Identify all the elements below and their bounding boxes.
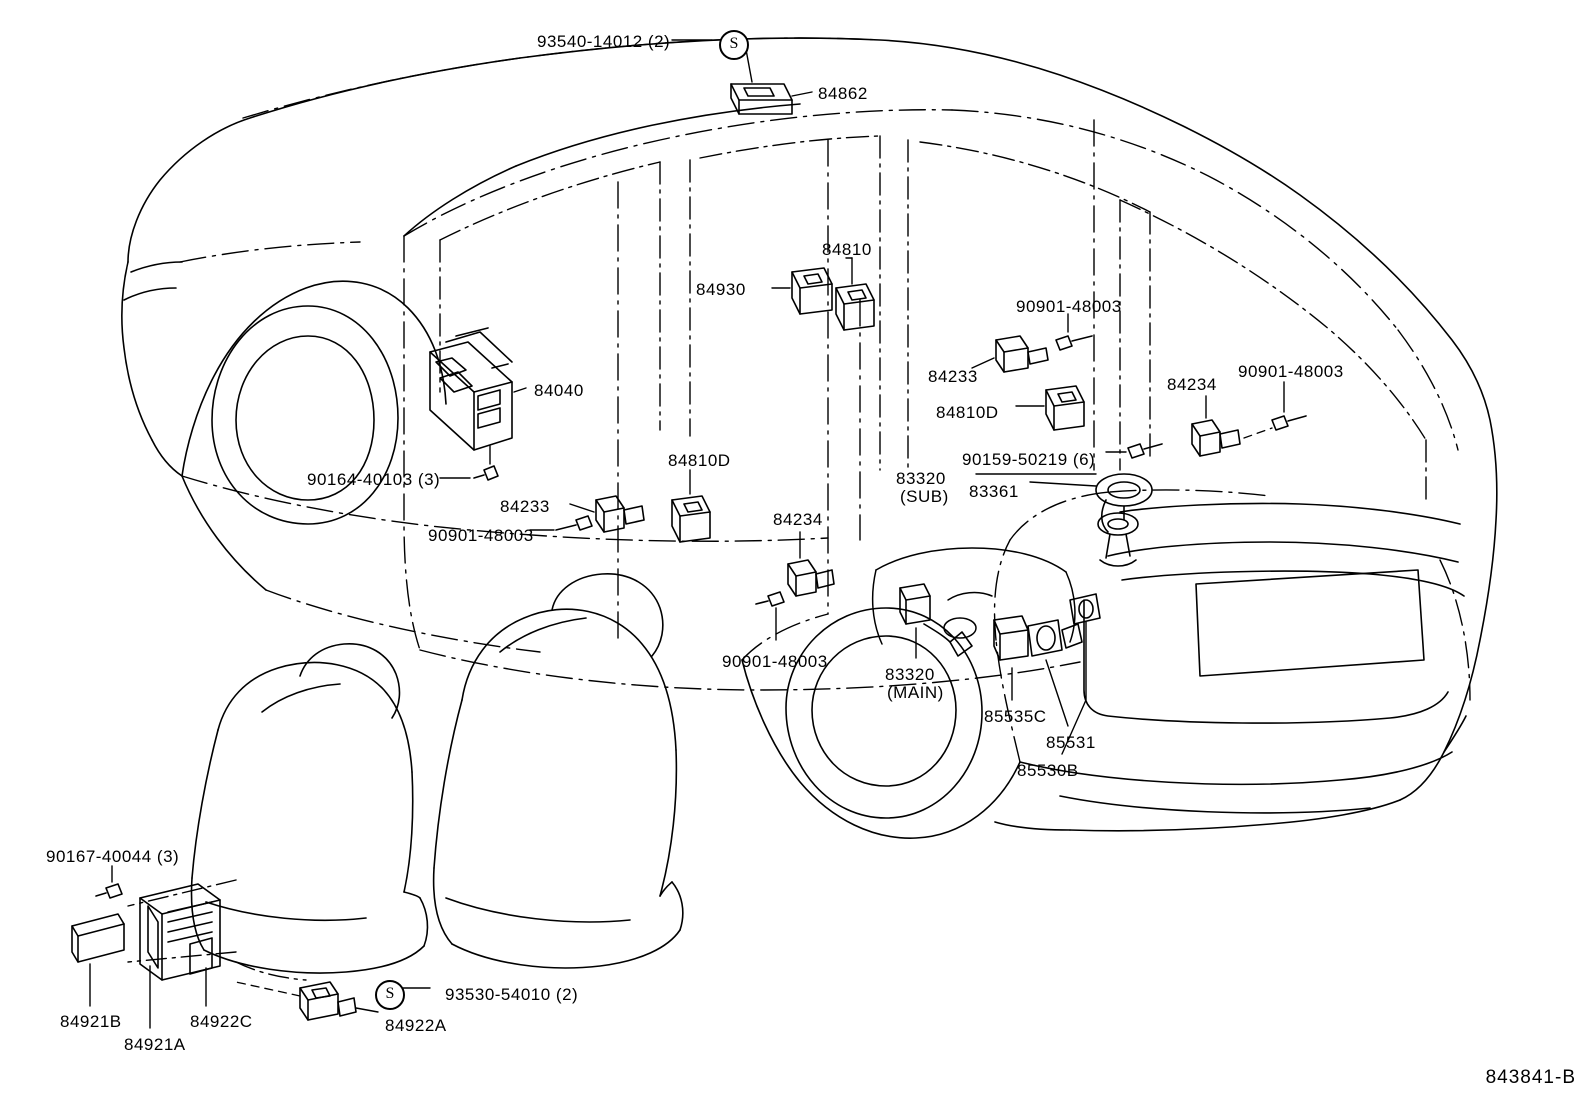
part-label-85531: 85531 (1046, 733, 1096, 752)
part-label-83361: 83361 (969, 482, 1019, 501)
part-label-90901-48003-left: 90901-48003 (428, 526, 534, 545)
part-label-84921B: 84921B (60, 1012, 122, 1031)
part-label-83320-sub: 83320 (896, 469, 946, 488)
part-label-90901-48003-top: 90901-48003 (1016, 297, 1122, 316)
part-label-83320-sub-note: (SUB) (900, 487, 949, 506)
s-marker-bottom: S (375, 980, 405, 1010)
part-label-84810D-left: 84810D (668, 451, 731, 470)
part-label-84810: 84810 (822, 240, 872, 259)
part-label-84233-left: 84233 (500, 497, 550, 516)
s-marker-top: S (719, 30, 749, 60)
part-label-84234-left: 84234 (773, 510, 823, 529)
part-label-93530-54010: 93530-54010 (2) (445, 985, 579, 1004)
part-label-84930: 84930 (696, 280, 746, 299)
part-label-90901-48003-mid: 90901-48003 (722, 652, 828, 671)
part-label-93540-14012: 93540-14012 (2) (537, 32, 671, 51)
part-label-90167-40044: 90167-40044 (3) (46, 847, 180, 866)
part-label-83320-main: 83320 (885, 665, 935, 684)
part-label-85535C: 85535C (984, 707, 1047, 726)
part-label-84921A: 84921A (124, 1035, 186, 1054)
part-label-85530B: 85530B (1017, 761, 1079, 780)
part-label-84922A: 84922A (385, 1016, 447, 1035)
part-label-84810D-right: 84810D (936, 403, 999, 422)
part-label-84040: 84040 (534, 381, 584, 400)
part-label-90901-48003-far-right: 90901-48003 (1238, 362, 1344, 381)
part-label-90164-40103: 90164-40103 (3) (307, 470, 441, 489)
part-label-84233-right: 84233 (928, 367, 978, 386)
part-label-84862: 84862 (818, 84, 868, 103)
diagram-code: 843841-B (1485, 1067, 1576, 1088)
part-label-84234-right: 84234 (1167, 375, 1217, 394)
part-label-83320-main-note: (MAIN) (887, 683, 944, 702)
part-label-90159-50219: 90159-50219 (6) (962, 450, 1096, 469)
part-label-84922C: 84922C (190, 1012, 253, 1031)
